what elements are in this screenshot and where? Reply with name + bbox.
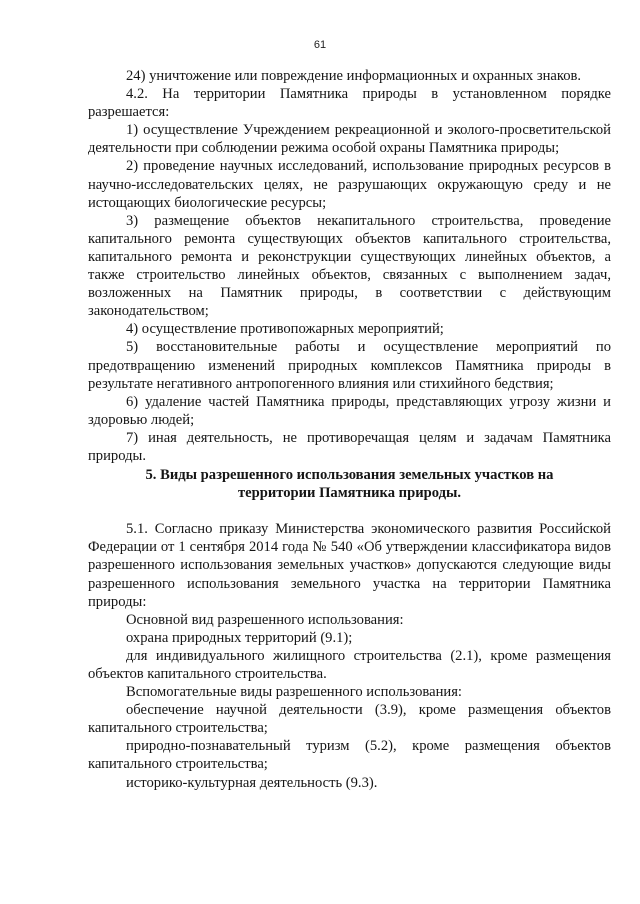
list-item-5: 5) восстановительные работы и осуществление мероприятий по предотвращению изменений природных комплексов Памятника природы в результате негативного антропогенного влияния или стихийного бедствия;: [88, 339, 611, 392]
paragraph-4-2: 4.2. На территории Памятника природы в установленном порядке разрешается:: [88, 86, 611, 121]
document-body: [88, 67, 611, 792]
section-heading: 5. Виды разрешенного использования земельных участков на территории Памятника природы.: [145, 467, 554, 502]
list-item-4: 4) осуществление противопожарных мероприятий;: [126, 321, 444, 338]
list-item-3: 3) размещение объектов некапитального строительства, проведение капитального ремонта существующих объектов капитального строительства, капитального ремонта и реконструкции существующих линейных объектов, а также строительство линейных объектов, связанных с выполнением задач, возложенных на Памятник природы, в соответствии с действующим законодательством;: [88, 212, 611, 320]
main-use-item-1: охрана природных территорий (9.1);: [126, 629, 353, 646]
section-spacer: [88, 502, 611, 520]
list-item-7: 7) иная деятельность, не противоречащая целям и задачам Памятника природы.: [88, 429, 611, 464]
auxiliary-use-item-3: историко-культурная деятельность (9.3).: [126, 774, 378, 791]
page-number: 61: [313, 39, 327, 51]
auxiliary-use-label: Вспомогательные виды разрешенного использования:: [126, 684, 462, 701]
paragraph-item-24: 24) уничтожение или повреждение информационных и охранных знаков.: [126, 68, 582, 84]
list-item-2: 2) проведение научных исследований, использование природных ресурсов в научно-исследовательских целях, не разрушающих окружающую среду и не истощающих биологические ресурсы;: [88, 158, 611, 211]
list-item-6: 6) удаление частей Памятника природы, представляющих угрозу жизни и здоровью людей;: [88, 393, 611, 428]
main-use-item-2: для индивидуального жилищного строительства (2.1), кроме размещения объектов капитального строительства.: [88, 647, 611, 682]
auxiliary-use-item-1: обеспечение научной деятельности (3.9), кроме размещения объектов капитального строительства;: [88, 702, 611, 737]
list-item-1: 1) осуществление Учреждением рекреационной и эколого-просветительской деятельности при соблюдении режима особой охраны Памятника природы;: [88, 122, 611, 157]
main-use-label: Основной вид разрешенного использования:: [126, 611, 404, 628]
auxiliary-use-item-2: природно-познавательный туризм (5.2), кроме размещения объектов капитального строительства;: [88, 738, 611, 773]
paragraph-5-1: 5.1. Согласно приказу Министерства экономического развития Российской Федерации от 1 сентября 2014 года № 540 «Об утверждении классификатора видов разрешенного использования земельных участков» допускаются следующие виды разрешенного использования земельного участка на территории Памятника природы:: [88, 521, 611, 610]
